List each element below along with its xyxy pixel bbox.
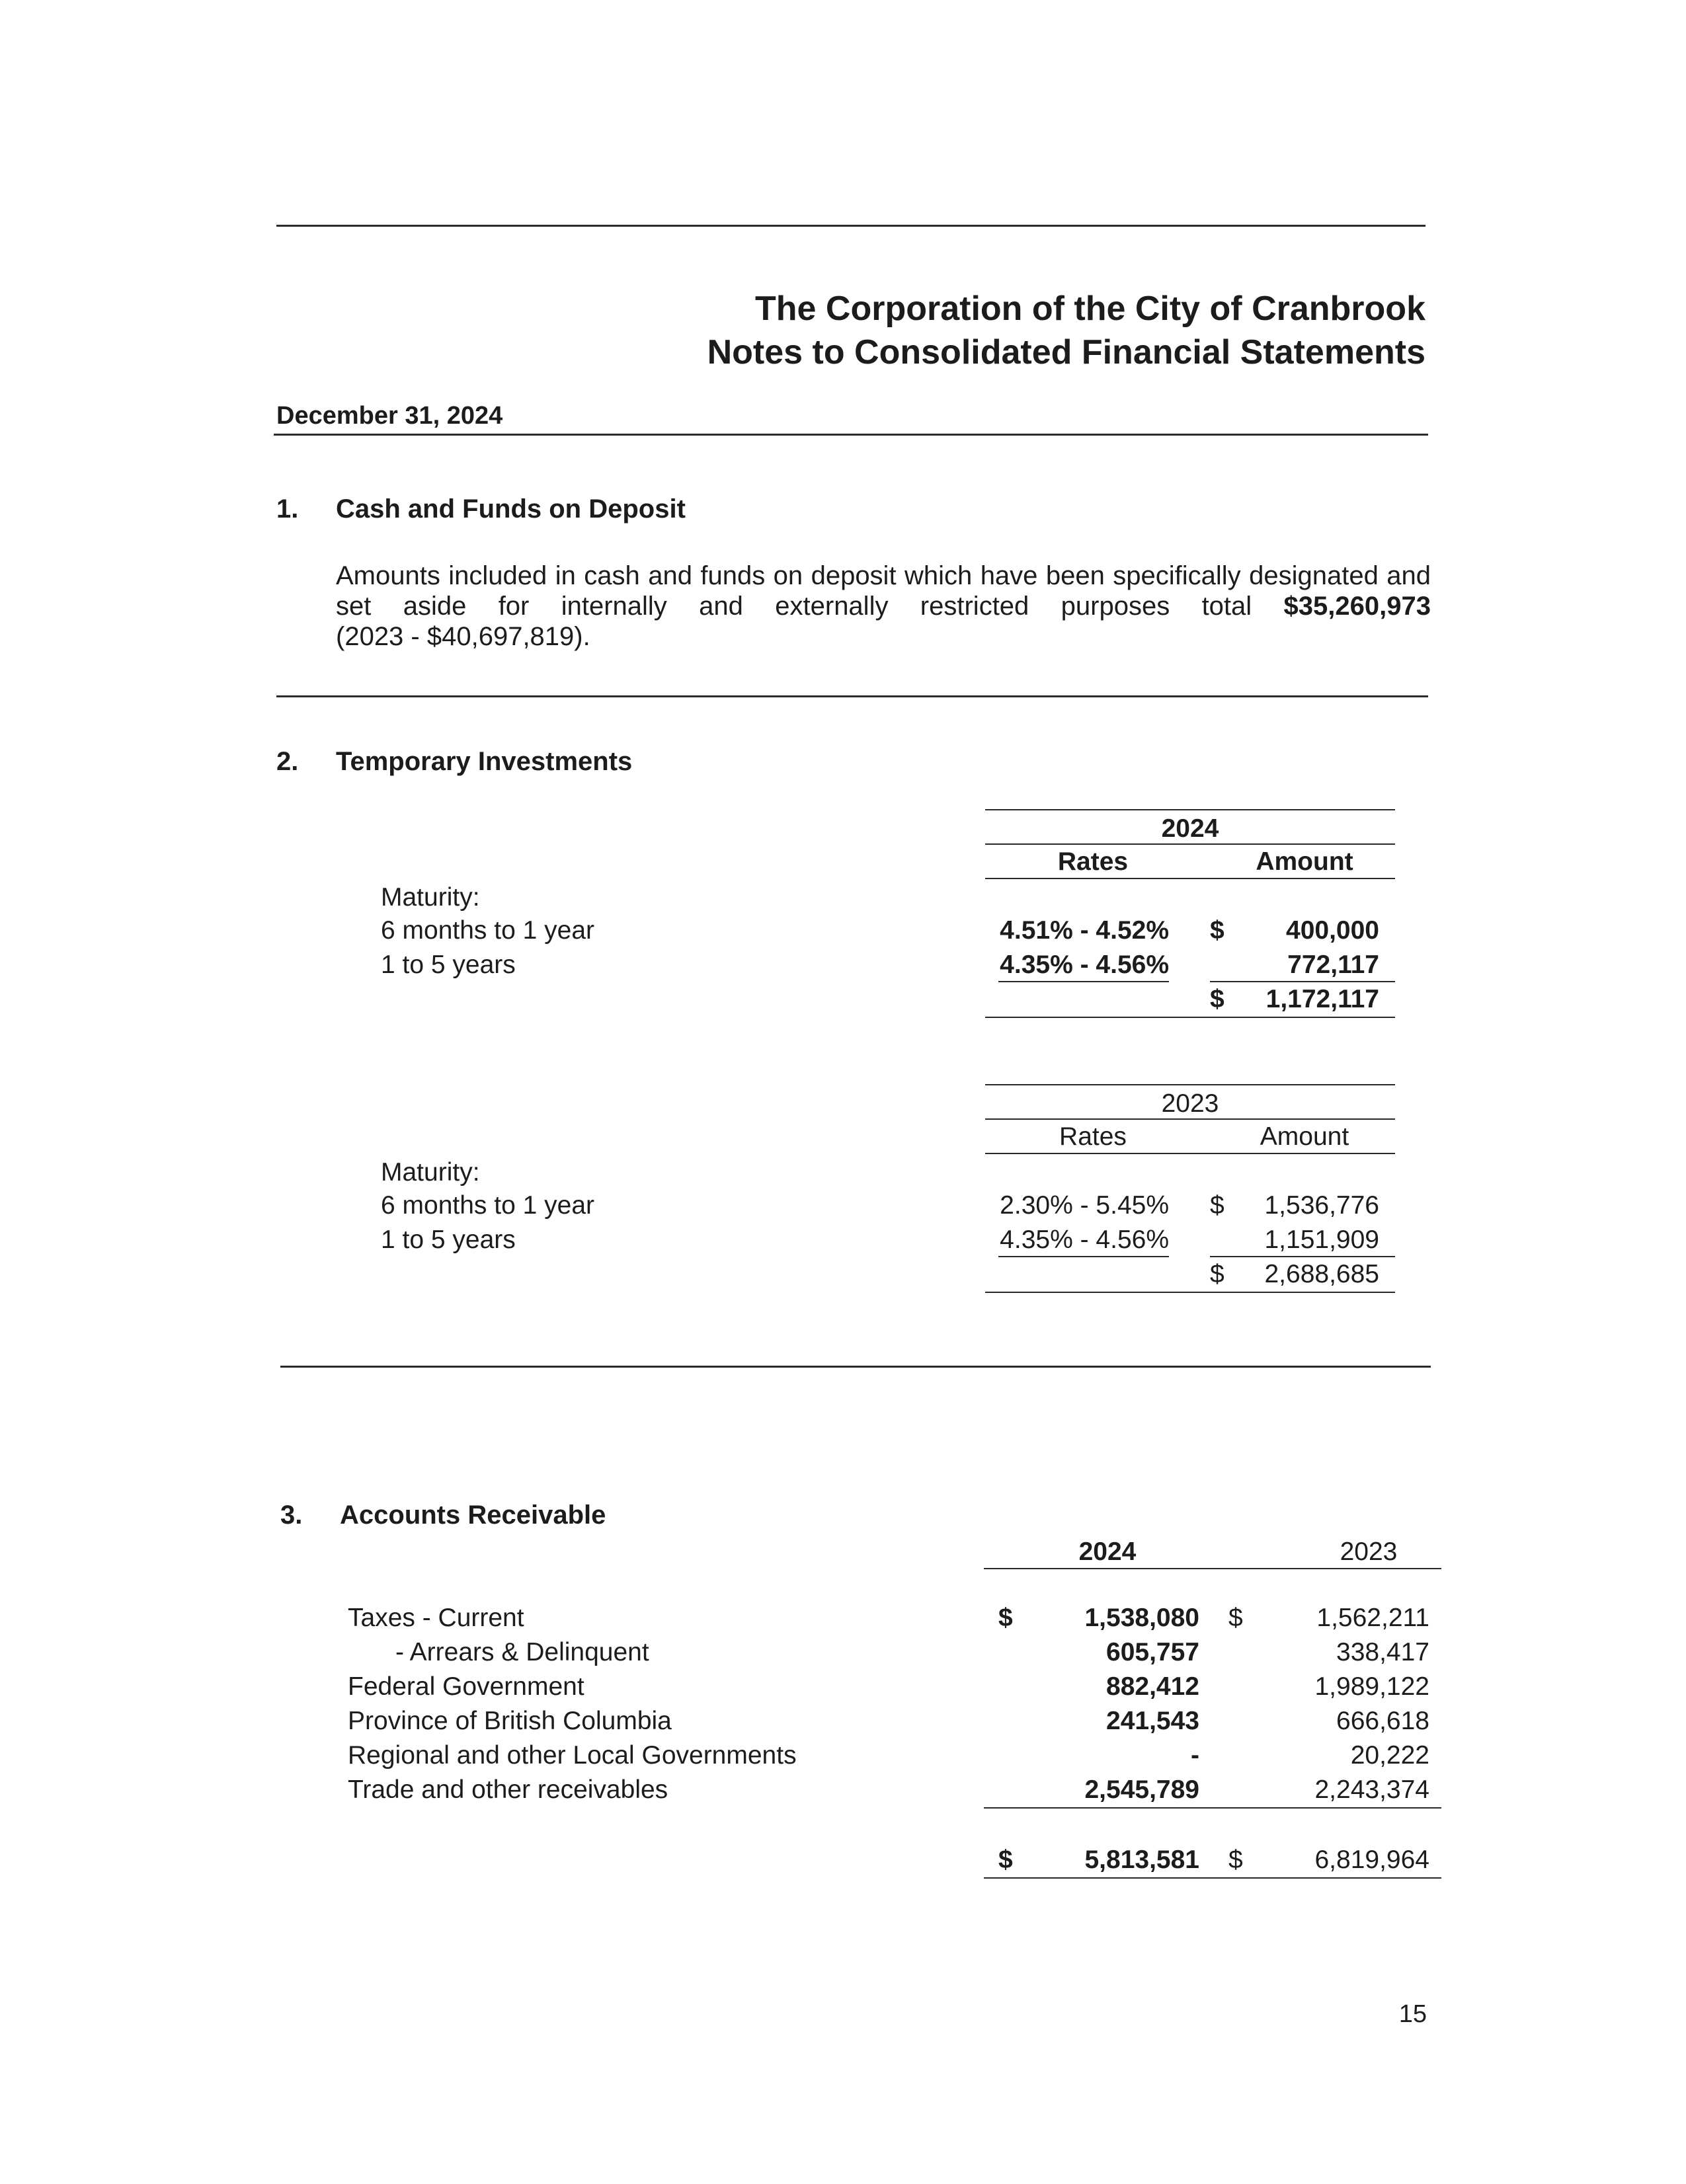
t2023-year-rule (985, 1118, 1395, 1120)
ar-row-value-2023: 338,417 (1336, 1638, 1429, 1666)
ar-row-value-2024: 882,412 (1106, 1672, 1199, 1701)
t2023-bottom-rule (985, 1292, 1395, 1293)
t2024-year-rule (985, 843, 1395, 845)
t2023-total-dollar: $ (1210, 1260, 1224, 1288)
t2024-row-amount: 400,000 (1286, 916, 1379, 945)
t2024-row-label: 6 months to 1 year (381, 916, 595, 945)
t2023-row-amount: 1,536,776 (1264, 1191, 1379, 1220)
ar-row-value-2023: 1,562,211 (1316, 1604, 1429, 1632)
document-title (707, 287, 1425, 374)
t2024-col-amount: Amount (1256, 847, 1353, 876)
note2-rule (280, 1366, 1431, 1368)
t2023-year-header: 2023 (1161, 1089, 1219, 1118)
ar-row-value-2023: 1,989,122 (1314, 1672, 1429, 1701)
t2023-col-rates: Rates (1059, 1122, 1127, 1151)
note1-line-3: (2023 - $40,697,819). (336, 622, 590, 651)
t2023-row-label: 6 months to 1 year (381, 1191, 595, 1220)
t2024-row-label: 1 to 5 years (381, 951, 516, 979)
note1-title: Cash and Funds on Deposit (336, 494, 686, 524)
t2024-year-header: 2024 (1161, 814, 1219, 843)
note2-number: 2. (276, 747, 299, 776)
ar-row-label: Federal Government (348, 1672, 584, 1701)
t2023-maturity-label: Maturity: (381, 1158, 480, 1187)
t2023-row-rates: 4.35% - 4.56% (1000, 1226, 1169, 1254)
t2024-row-rates: 4.35% - 4.56% (1000, 951, 1169, 979)
ar-row-label: Trade and other receivables (348, 1775, 668, 1804)
ar-header-rule (984, 1568, 1441, 1569)
t2024-amount-underline (1210, 981, 1395, 982)
date-rule (274, 434, 1428, 436)
t2023-top-rule (985, 1084, 1395, 1085)
t2023-row-label: 1 to 5 years (381, 1226, 516, 1254)
t2023-total: 2,688,685 (1264, 1260, 1379, 1288)
ar-col-2024: 2024 (1078, 1538, 1137, 1566)
t2024-header-rule (985, 878, 1395, 879)
note1-number: 1. (276, 494, 299, 524)
statement-date: December 31, 2024 (276, 402, 503, 430)
t2024-row-rates: 4.51% - 4.52% (1000, 916, 1169, 945)
t2024-col-rates: Rates (1057, 847, 1129, 876)
t2023-row-rates: 2.30% - 5.45% (1000, 1191, 1169, 1220)
note1-line-1: Amounts included in cash and funds on deposit which have been specifically designated and (336, 561, 1431, 590)
note3-number: 3. (280, 1501, 303, 1530)
ar-total-2023: 6,819,964 (1314, 1846, 1429, 1874)
ar-total-dollar-2024: $ (998, 1846, 1013, 1874)
ar-row-dollar-2024: $ (998, 1604, 1013, 1632)
ar-row-value-2023: 20,222 (1350, 1741, 1429, 1770)
t2024-rates-underline (998, 981, 1169, 982)
top-rule (276, 225, 1425, 227)
ar-row-label: - Arrears & Delinquent (395, 1638, 649, 1666)
ar-row-label: Regional and other Local Governments (348, 1741, 797, 1770)
page-number: 15 (1398, 2000, 1427, 2028)
title-line-2: Notes to Consolidated Financial Statements (707, 333, 1425, 371)
ar-row-value-2024: 605,757 (1106, 1638, 1199, 1666)
ar-total-dollar-2023: $ (1228, 1846, 1243, 1874)
note2-title: Temporary Investments (336, 747, 633, 776)
ar-row-value-2023: 666,618 (1336, 1707, 1429, 1735)
note1-rule (276, 695, 1428, 697)
note1-paragraph (336, 561, 1431, 652)
ar-total-2024: 5,813,581 (1084, 1846, 1199, 1874)
t2024-maturity-label: Maturity: (381, 883, 480, 912)
note1-line-2 (336, 591, 1431, 621)
ar-row-value-2024: 2,545,789 (1084, 1775, 1199, 1804)
t2024-row-dollar: $ (1210, 916, 1224, 945)
ar-col-2023: 2023 (1340, 1538, 1398, 1566)
t2024-bottom-rule (985, 1017, 1395, 1018)
title-line-1: The Corporation of the City of Cranbrook (755, 290, 1425, 328)
ar-row-value-2024: 241,543 (1106, 1707, 1199, 1735)
note1-line-2-text: set aside for internally and externally restricted purposes total (336, 592, 1252, 621)
t2023-rates-underline (998, 1256, 1169, 1257)
ar-row-value-2024: - (1191, 1741, 1199, 1770)
ar-row-dollar-2023: $ (1228, 1604, 1243, 1632)
t2023-row-amount: 1,151,909 (1264, 1226, 1379, 1254)
t2023-row-dollar: $ (1210, 1191, 1224, 1220)
t2024-row-amount: 772,117 (1287, 951, 1379, 979)
ar-row-label: Province of British Columbia (348, 1707, 672, 1735)
ar-row-value-2023: 2,243,374 (1314, 1775, 1429, 1804)
t2023-col-amount: Amount (1260, 1122, 1349, 1151)
ar-row-label: Taxes - Current (348, 1604, 524, 1632)
note3-title: Accounts Receivable (340, 1501, 606, 1530)
ar-subtotal-rule (984, 1807, 1441, 1809)
t2023-amount-underline (1210, 1256, 1395, 1257)
t2024-total-dollar: $ (1210, 985, 1224, 1013)
t2023-header-rule (985, 1153, 1395, 1154)
ar-total-rule (984, 1877, 1441, 1879)
note1-restricted-total: $35,260,973 (1283, 592, 1431, 621)
t2024-top-rule (985, 809, 1395, 810)
t2024-total: 1,172,117 (1265, 985, 1379, 1013)
ar-row-value-2024: 1,538,080 (1084, 1604, 1199, 1632)
